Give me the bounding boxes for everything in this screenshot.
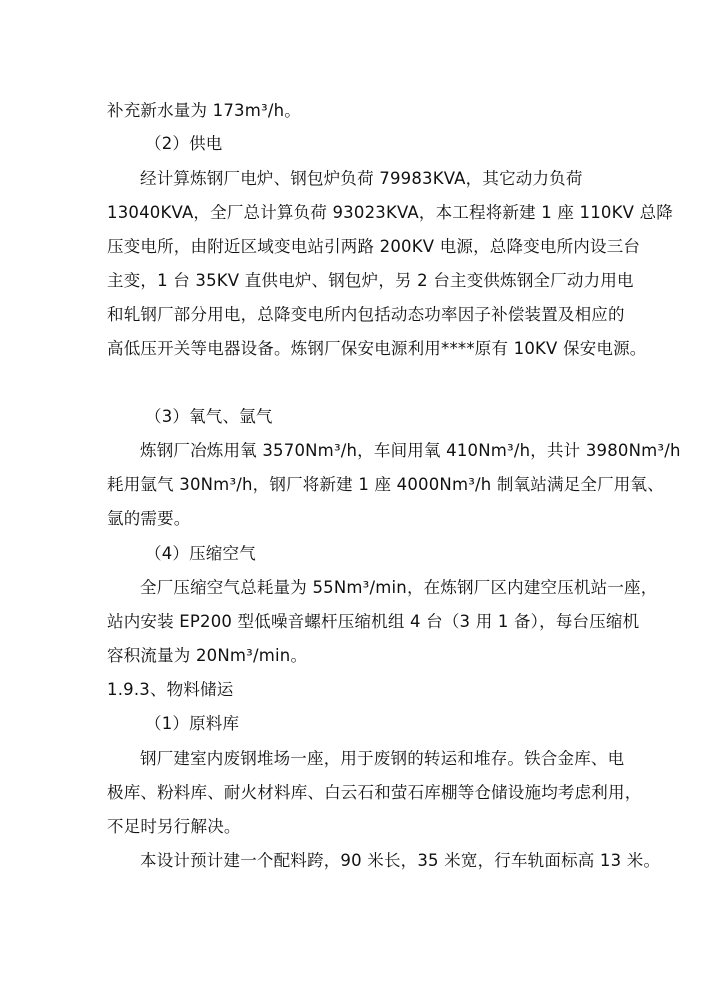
text-line: 耗用氩气 30Nm³/h，钢厂将新建 1 座 4000Nm³/h 制氧站满足全厂用氧、 <box>107 475 664 494</box>
text-line: 本设计预计建一个配料跨，90 米长，35 米宽，行车轨面标高 13 米。 <box>140 851 661 870</box>
text-line: 高低压开关等电器设备。炼钢厂保安电源利用****原有 10KV 保安电源。 <box>107 339 647 358</box>
section-heading: （2）供电 <box>145 134 223 153</box>
text-line: 容积流量为 20Nm³/min。 <box>107 646 308 665</box>
text-line: 极库、粉料库、耐火材料库、白云石和萤石库棚等仓储设施均考虑利用， <box>107 783 642 802</box>
text-line: 不足时另行解决。 <box>107 817 241 836</box>
section-heading: 1.9.3、物料储运 <box>107 680 234 699</box>
text-line: 经计算炼钢厂电炉、钢包炉负荷 79983KVA，其它动力负荷 <box>140 169 583 188</box>
section-heading: （1）原料库 <box>145 714 240 733</box>
text-line: 补充新水量为 173m³/h。 <box>107 101 301 120</box>
text-line: 全厂压缩空气总耗量为 55Nm³/min，在炼钢厂区内建空压机站一座， <box>140 578 658 597</box>
text-line: 氩的需要。 <box>107 509 191 528</box>
text-line: 炼钢厂冶炼用氧 3570Nm³/h，车间用氧 410Nm³/h，共计 3980Nm³/h <box>140 441 681 460</box>
text-line: 站内安装 EP200 型低噪音螺杆压缩机组 4 台（3 用 1 备），每台压缩机 <box>107 612 640 631</box>
text-line: 13040KVA，全厂总计算负荷 93023KVA，本工程将新建 1 座 110KV 总降 <box>107 203 673 222</box>
text-line: 和轧钢厂部分用电，总降变电所内包括动态功率因子补偿装置及相应的 <box>107 305 625 324</box>
text-line: 主变，1 台 35KV 直供电炉、钢包炉，另 2 台主变供炼钢全厂动力用电 <box>107 271 634 290</box>
text-line: 钢厂建室内废钢堆场一座，用于废钢的转运和堆存。铁合金库、电 <box>140 749 625 768</box>
section-heading: （4）压缩空气 <box>145 544 256 563</box>
section-heading: （3）氧气、氩气 <box>145 407 273 426</box>
text-line: 压变电所，由附近区域变电站引两路 200KV 电源，总降变电所内设三台 <box>107 237 641 256</box>
